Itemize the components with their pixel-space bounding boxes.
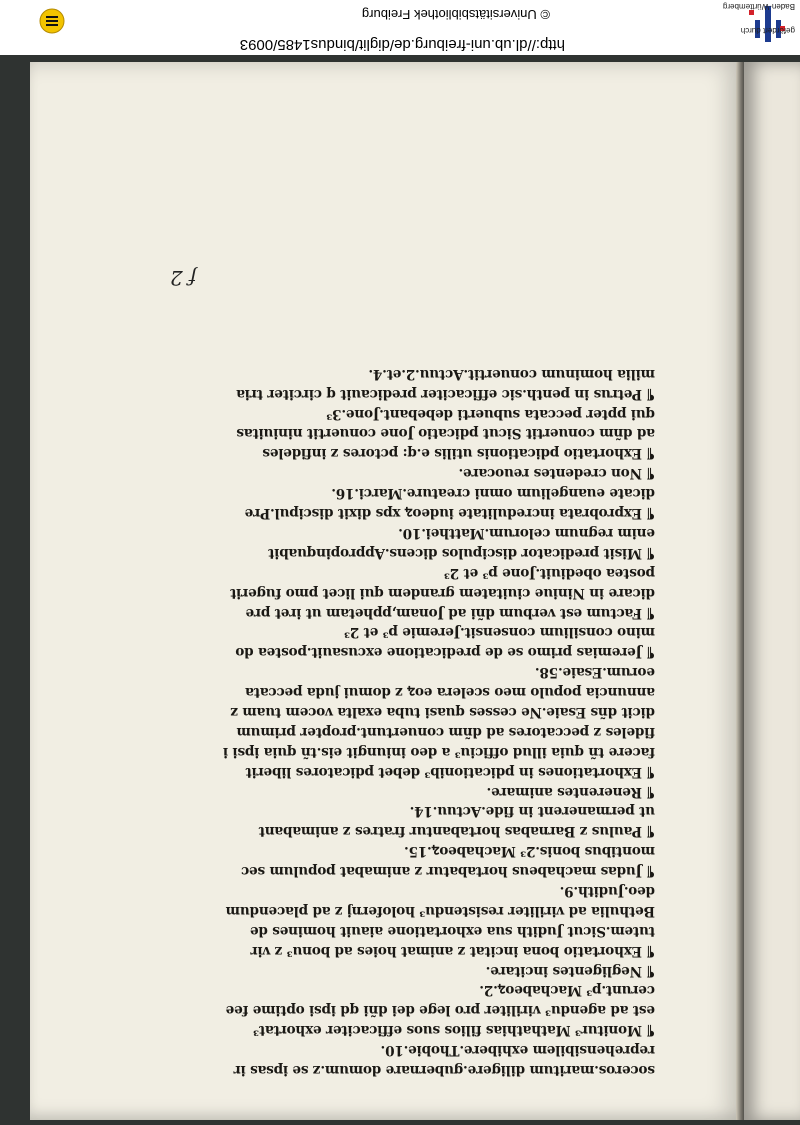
text-lines [203, 363, 655, 1079]
text-line: ad dñm conuertit Sicut pdicatio Jone conuertit niniuitas [236, 425, 655, 442]
text-line: mino consilium consensit.Jeremie p³ et 2³ [344, 624, 655, 641]
text-line: fideles z peccatores ad dñm conuertunt.propter primum [236, 723, 655, 740]
text-line: ¶ Judas machabeus hortabatur z animabat populum sec [241, 863, 655, 880]
text-line: cerunt.p³ Machabeoꝝ.2. [479, 982, 655, 999]
text-line: dicit dñs Esaie.Ne cesses quasi tuba exalta vocem tuam z [230, 703, 655, 720]
text-line: postea obediuit.Jone p³ et 2³ [444, 564, 655, 581]
text-line: ¶ Exprobrata incredulitate iudeoꝝ xps dixit discipul.Pre [244, 505, 655, 522]
text-line: reprehensibilem exhibere.Thobie.10. [380, 1042, 655, 1059]
text-line: facere tñ quia illud officiu³ a deo iniungit eis.tñ quia ipsi i [223, 743, 655, 760]
copyright-notice: © Universitätsbibliothek Freiburg [361, 7, 550, 22]
text-line: eorum.Esaie.58. [535, 664, 655, 681]
text-line: ¶ Factum est verbum dñi ad Jonam,pphetam ut iret pre [245, 604, 655, 621]
text-line: ¶ Petrus in penth.sic efficaciter predicauit q circiter tria [236, 385, 655, 402]
source-url[interactable]: http://dl.ub.uni-freiburg.de/diglit/bindus1485/0093 [239, 36, 565, 53]
text-line: Bethulia ad viriliter resistendu³ holofernj z ad placendum [225, 902, 655, 919]
text-line: enim regnum celorum.Matthei.10. [398, 524, 655, 541]
text-line: ¶ Exhortationes in pdicationib³ debet pdicatores liberit [245, 763, 655, 780]
text-line: tutem.Sicut Judith sua exhortatione aiauit homines de [250, 922, 655, 939]
text-line: ¶ Jeremias primo se de predicatione excusauit.postea do [235, 644, 655, 661]
text-line: ¶ Non credentes reuocare. [458, 465, 655, 482]
text-line: annuncia populo meo scelera eoꝝ z domui juda peccata [245, 684, 655, 701]
text-line: ¶ Monitur³ Mathathias filios suos efficaciter exhortat³ [253, 1022, 655, 1039]
folio-number: f 2 [170, 266, 197, 290]
blackletter-text-block [203, 282, 655, 1079]
text-line: ¶ Renerentes animare. [486, 783, 655, 800]
text-line: deo.Judith.9. [559, 882, 655, 899]
text-line: dicate euangelium omni creature.Marci.16. [331, 485, 655, 502]
text-line: ¶ Misit predicator discipulos dicens.Appropinquabit [268, 544, 655, 561]
funder-name: Baden-Württemberg [722, 2, 795, 11]
text-line: dicare in Niniue ciuitatem grandem qui licet pmo fugerit [230, 584, 655, 601]
text-line: ut permanerent in fide.Actuu.14. [409, 803, 655, 820]
text-line: ¶ Exhortatio bona incitat z animat hoies ad bonu³ z vir [250, 942, 655, 959]
funder-label: gefördert durch [740, 26, 795, 35]
text-line: milia hominum conuertit.Actuu.2.et.4. [368, 365, 655, 382]
text-line: soceros.maritum diligere.gubernare domum.z se ipsas ir [233, 1062, 655, 1078]
text-line: ¶ Negligentes incitare. [485, 962, 655, 979]
facing-page-edge [744, 62, 800, 1120]
text-line: qui ppter peccata subuerti debebant.Jone.3³ [326, 405, 655, 422]
text-line: montibus bonis.2³ Machabeoꝝ.15. [404, 843, 655, 860]
text-line: est ad agendu³ viriliter pro lege dei dñi qd ipsi optime fee [225, 1002, 655, 1019]
digitization-banner [0, 0, 800, 55]
text-line: ¶ Exhortatio pdicationis utilis e.q: pctores z infideles [262, 445, 655, 462]
text-line: ¶ Paulus z Barnabas hortabantur fratres z animabant [258, 823, 655, 840]
